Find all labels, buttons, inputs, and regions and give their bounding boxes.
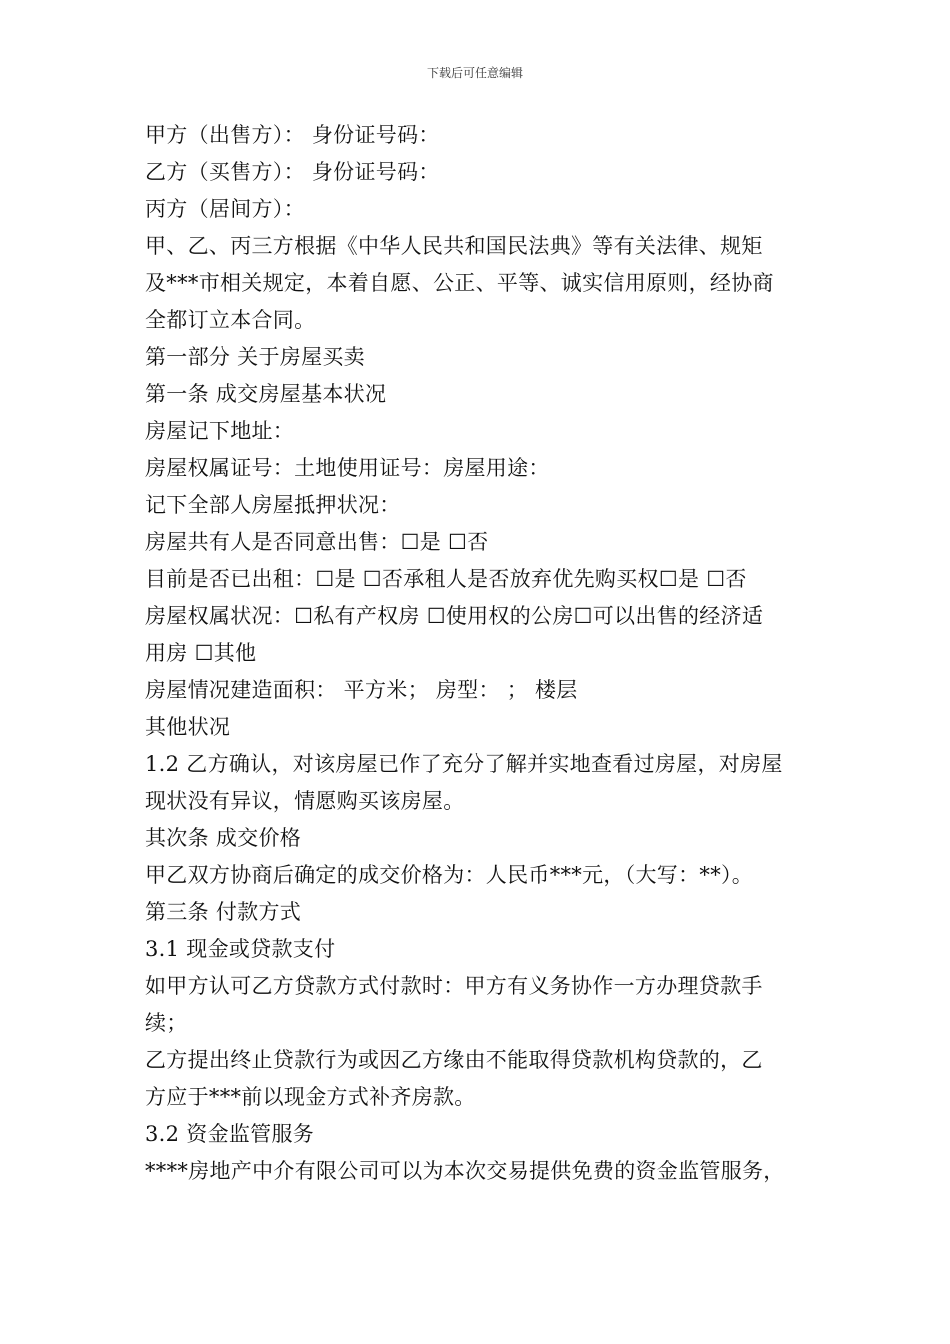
paragraph-line: 甲乙双方协商后确定的成交价格为：人民币***元，（大写：**）。 <box>145 863 754 887</box>
party-b-line: 乙方（买售方）： 身份证号码： <box>145 160 440 184</box>
checkbox-line: 房屋共有人是否同意出售：☐是 ☐否 <box>145 530 489 554</box>
paragraph-line: 记下全部人房屋抵押状况： <box>145 493 401 517</box>
checkbox-line: 用房 ☐其他 <box>145 641 257 665</box>
paragraph-line: 房屋情况建造面积： 平方米； 房型： ； 楼层 <box>145 678 578 702</box>
party-a-line: 甲方（出售方）： 身份证号码： <box>145 123 440 147</box>
clause-heading: 3.1 现金或贷款支付 <box>145 937 336 961</box>
paragraph-line: 如甲方认可乙方贷款方式付款时：甲方有义务协作一方办理贷款手 <box>145 974 763 998</box>
preamble-line: 及***市相关规定，本着自愿、公正、平等、诚实信用原则，经协商 <box>145 271 774 295</box>
preamble-line: 甲、乙、丙三方根据《中华人民共和国民法典》等有关法律、规矩 <box>145 234 763 258</box>
paragraph-line: 续； <box>145 1011 188 1035</box>
section-heading: 第一部分 关于房屋买卖 <box>145 345 365 369</box>
checkbox-line: 目前是否已出租：☐是 ☐否承租人是否放弃优先购买权☐是 ☐否 <box>145 567 747 591</box>
paragraph-line: 其他状况 <box>145 715 231 739</box>
article-heading: 第一条 成交房屋基本状况 <box>145 382 387 406</box>
clause-line: 1.2 乙方确认，对该房屋已作了充分了解并实地查看过房屋，对房屋 <box>145 752 783 776</box>
paragraph-line: ****房地产中介有限公司可以为本次交易提供免费的资金监管服务， <box>145 1159 785 1183</box>
paragraph-line: 方应于***前以现金方式补齐房款。 <box>145 1085 476 1109</box>
article-heading: 第三条 付款方式 <box>145 900 302 924</box>
clause-heading: 3.2 资金监管服务 <box>145 1122 315 1146</box>
paragraph-line: 乙方提出终止贷款行为或因乙方缘由不能取得贷款机构贷款的，乙 <box>145 1048 763 1072</box>
paragraph-line: 房屋权属证号：土地使用证号：房屋用途： <box>145 456 550 480</box>
clause-line: 现状没有异议，情愿购买该房屋。 <box>145 789 465 813</box>
page-header: 下载后可任意编辑 <box>426 66 523 80</box>
article-heading: 其次条 成交价格 <box>145 826 302 850</box>
document-body <box>145 117 815 1190</box>
paragraph-line: 房屋记下地址： <box>145 419 295 443</box>
party-c-line: 丙方（居间方）： <box>145 197 305 221</box>
preamble-line: 全都订立本合同。 <box>145 308 316 332</box>
checkbox-line: 房屋权属状况：☐私有产权房 ☐使用权的公房☐可以出售的经济适 <box>145 604 764 628</box>
